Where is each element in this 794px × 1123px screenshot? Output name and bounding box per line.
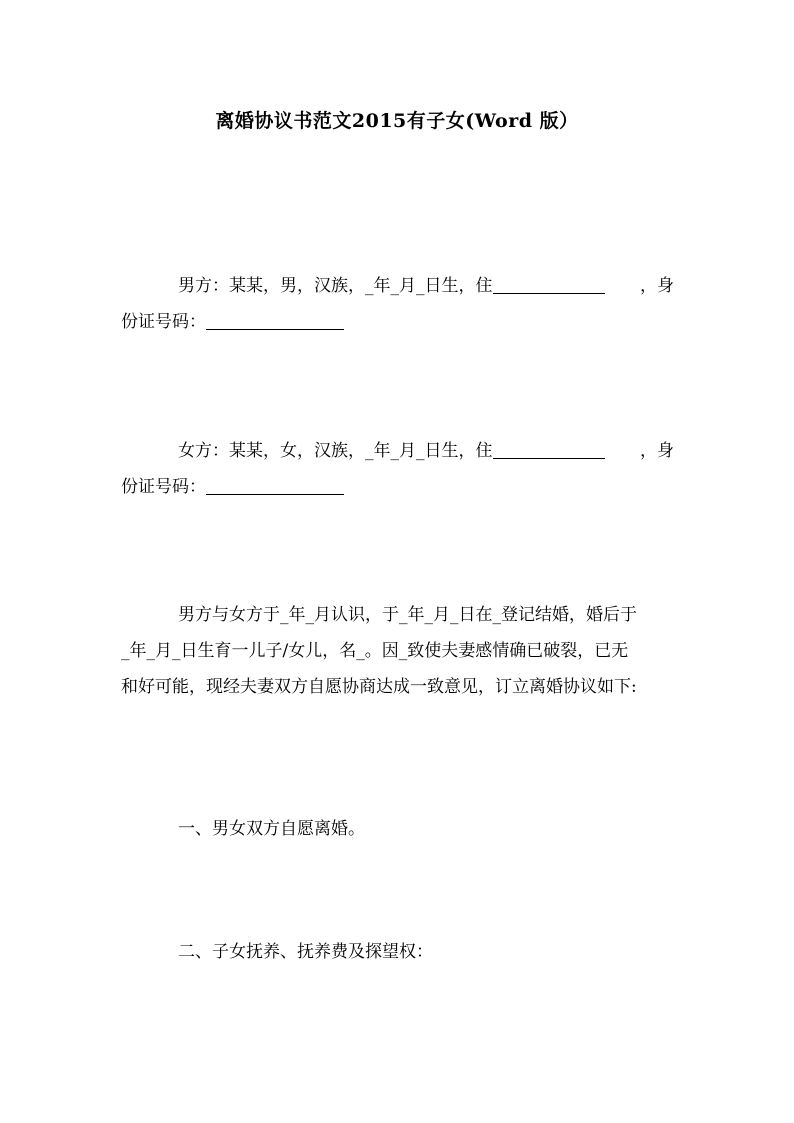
wife-info-line-1 [121,433,674,469]
clause-1-text: 一、男女双方自愿离婚。 [178,819,365,839]
husband-id-blank [206,311,344,330]
wife-info-line-2 [121,469,674,505]
clause-1-heading [121,811,674,847]
husband-info-text: 男方：某某，男，汉族，_年_月_日生，住 [178,276,493,296]
wife-info-tail: ，身 [640,441,674,461]
intro-line-2: _年_月_日生育一儿子/女儿，名_。因_致使夫妻感情确已破裂，已无 [121,641,629,661]
husband-address-blank [493,275,605,294]
wife-id-label: 份证号码： [121,477,206,497]
husband-info-line-1 [121,268,674,304]
intro-paragraph [121,597,674,705]
husband-id-label: 份证号码： [121,312,206,332]
intro-line-3: 和好可能，现经夫妻双方自愿协商达成一致意见，订立离婚协议如下: [121,677,637,697]
wife-info-paragraph [121,433,674,505]
clause-2-heading [121,934,674,970]
husband-info-paragraph [121,268,674,340]
wife-id-blank [206,476,344,495]
husband-info-tail: ，身 [640,276,674,296]
husband-info-line-2 [121,304,674,340]
document-title: 离婚协议书范文2015有子女(Word 版） [215,110,579,132]
clause-2-text: 二、子女抚养、抚养费及探望权： [178,942,433,962]
intro-line-1: 男方与女方于_年_月认识，于_年_月_日在_登记结婚，婚后于 [178,605,637,625]
wife-address-blank [493,440,605,459]
wife-info-text: 女方：某某，女，汉族，_年_月_日生，住 [178,441,493,461]
